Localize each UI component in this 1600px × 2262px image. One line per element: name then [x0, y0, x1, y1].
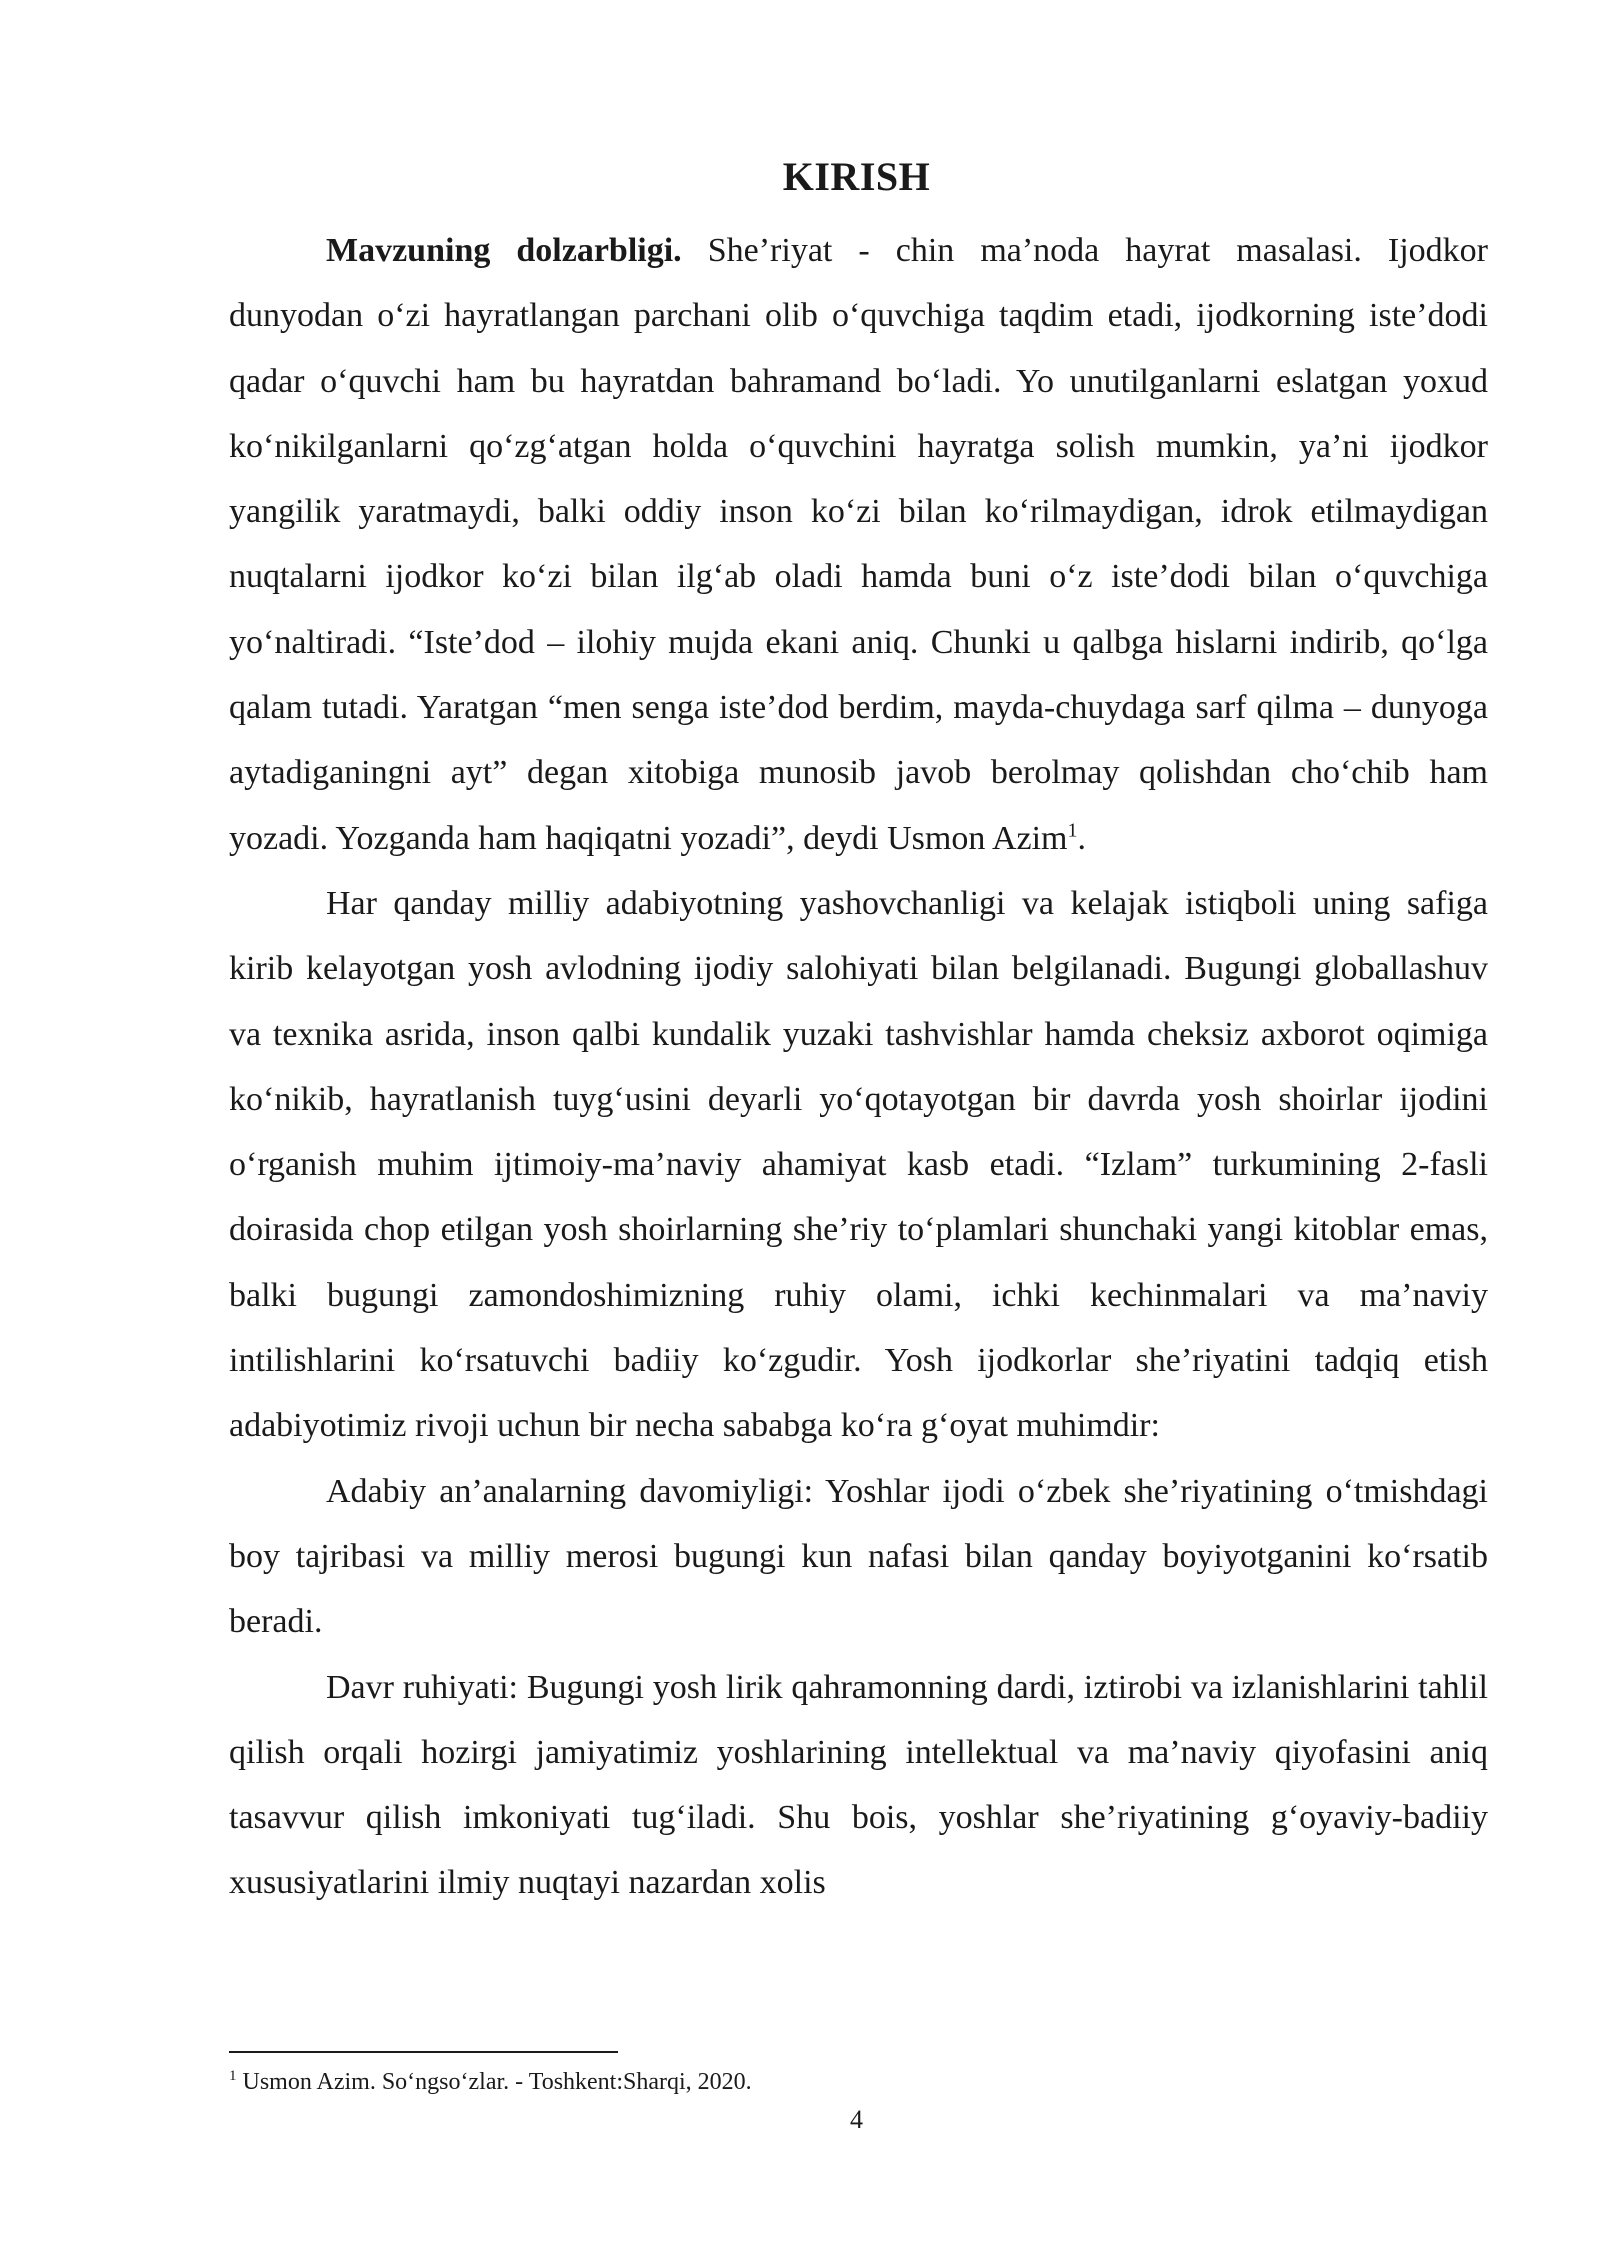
page-title: KIRISH	[782, 154, 931, 199]
footnote-separator	[229, 2051, 618, 2053]
paragraph-traditions: Adabiy an’analarning davomiyligi: Yoshlar ijodi o‘zbek she’riyatining o‘tmishdagi boy tajribasi va milliy merosi bugungi kun nafasi bilan qanday boyiyotganini ko‘rsatib beradi.	[229, 1472, 1488, 1641]
paragraph-literature: Har qanday milliy adabiyotning yashovchanligi va kelajak istiqboli uning safiga kirib kelayotgan yosh avlodning ijodiy salohiyati bilan belgilanadi. Bugungi globallashuv va texnika asrida, inson qalbi kundalik yuzaki tashvishlar hamda cheksiz axborot oqimiga ko‘nikib, hayratlanish tuyg‘usini deyarli yo‘qotayotgan bir davrda yosh shoirlar ijodini o‘rganish muhim ijtimoiy-ma’naviy ahamiyat kasb etadi. “Izlam” turkumining 2-fasli doirasida chop etilgan yosh shoirlarning she’riy to‘plamlari shunchaki yangi kitoblar emas, balki bugungi zamondoshimizning ruhiy olami, ichki kechinmalari va ma’naviy intilishlarini ko‘rsatuvchi badiiy ko‘zgudir. Yosh ijodkorlar she’riyatini tadqiq etish adabiyotimiz rivoji uchun bir necha sababga ko‘ra g‘oyat muhimdir:	[229, 884, 1488, 1445]
footnote-reference[interactable]: 1	[1067, 819, 1078, 842]
paragraph-relevance	[229, 218, 1488, 871]
paragraph-lead: Mavzuning dolzarbligi.	[326, 232, 682, 269]
paragraph-era-spirit: Davr ruhiyati: Bugungi yosh lirik qahramonning dardi, iztirobi va izlanishlarini tahlil qilish orqali hozirgi jamiyatimiz yoshlarining intellektual va ma’naviy qiyofasini aniq tasavvur qilish imkoniyati tug‘iladi. Shu bois, yoshlar she’riyatining g‘oyaviy-badiiy xususiyatlarini ilmiy nuqtayi nazardan xolis	[229, 1668, 1488, 1902]
page-number: 4	[850, 2105, 863, 2134]
paragraph-text: She’riyat - chin ma’noda hayrat masalasi. Ijodkor dunyodan o‘zi hayratlangan parchani olib o‘quvchiga taqdim etadi, ijodkorning iste’dodi qadar o‘quvchi ham bu hayratdan bahramand bo‘ladi. Yo unutilganlarni eslatgan yoxud ko‘nikilganlarni qo‘zg‘atgan holda o‘quvchini hayratga solish mumkin, ya’ni ijodkor yangilik yaratmaydi, balki oddiy inson ko‘zi bilan ko‘rilmaydigan, idrok etilmaydigan nuqtalarni ijodkor ko‘zi bilan ilg‘ab oladi hamda buni o‘z iste’dodi bilan o‘quvchiga yo‘naltiradi. “Iste’dod – ilohiy mujda ekani aniq. Chunki u qalbga hislarni indirib, qo‘lga qalam tutadi. Yaratgan “men senga iste’dod berdim, mayda-chuydaga sarf qilma – dunyoga aytadiganingni ayt” degan xitobiga munosib javob berolmay qolishdan cho‘chib ham yozadi. Yozganda ham haqiqatni yozadi”, deydi Usmon Azim	[229, 232, 1488, 857]
footnote	[229, 2066, 752, 2098]
paragraph-tail: .	[1077, 819, 1086, 857]
footnote-mark: 1	[229, 2068, 237, 2084]
body-text	[229, 218, 1488, 1916]
footnote-text: Usmon Azim. So‘ngso‘zlar. - Toshkent:Sharqi, 2020.	[236, 2069, 752, 2095]
